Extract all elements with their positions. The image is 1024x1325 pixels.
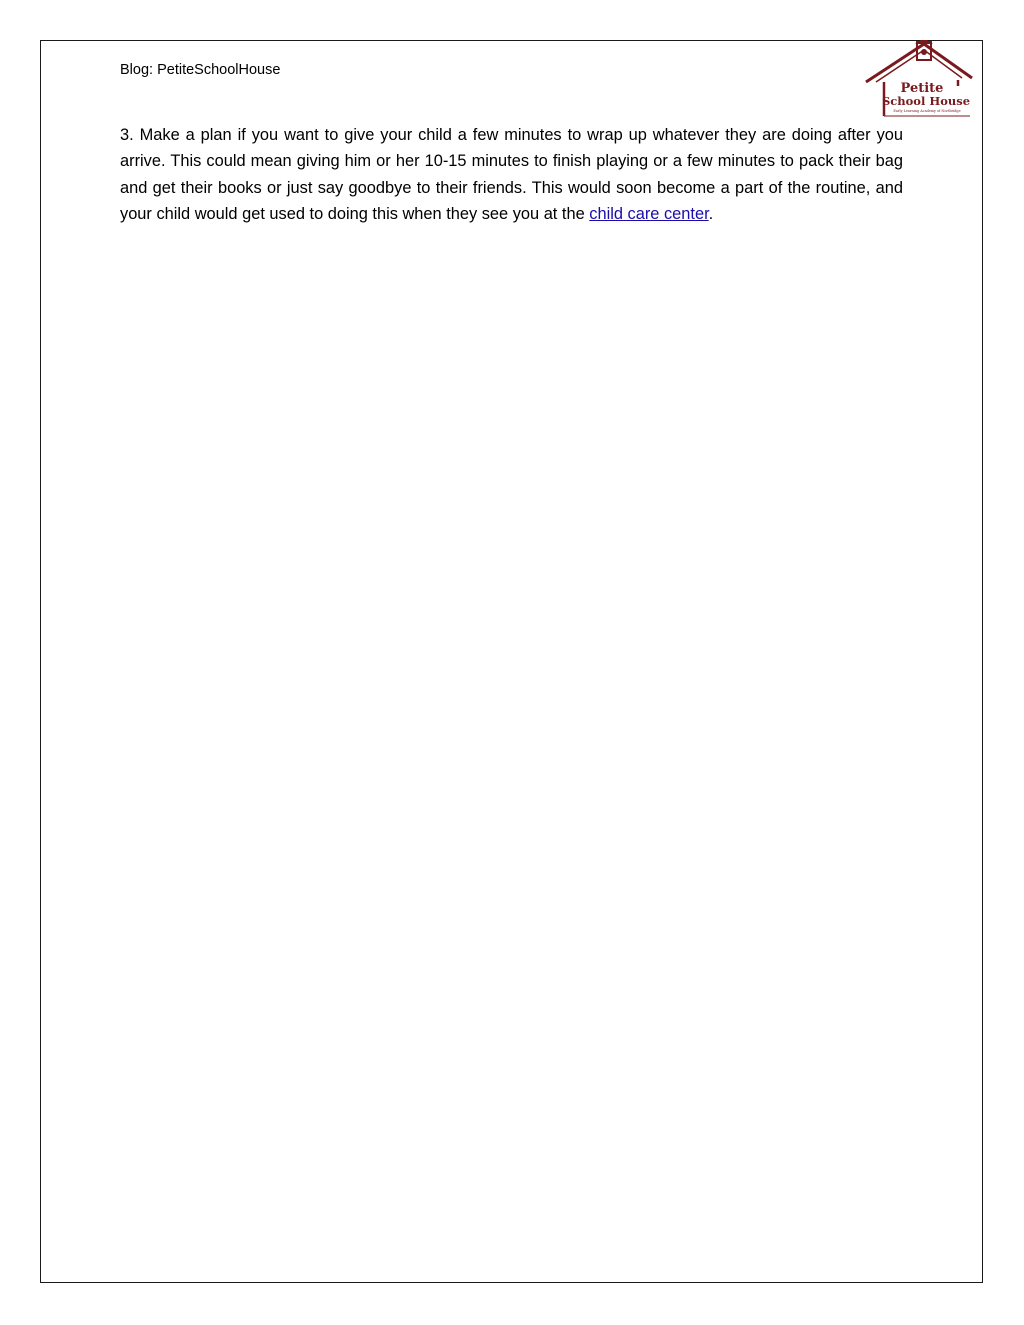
blog-header: Blog: PetiteSchoolHouse: [120, 62, 281, 78]
schoolhouse-icon: [862, 40, 974, 118]
paragraph-text: 3. Make a plan if you want to give your child a few minutes to wrap up whatever they are doing after you arrive. This could mean giving him or her 10-15 minutes to finish playing or a few minutes to pack their bag and get their books or just say goodbye to their friends. This would soon become a part of the routine, and your child would get used to doing this when they see you at the: [120, 126, 903, 224]
paragraph-trailing: .: [708, 205, 714, 224]
petite-school-house-logo: [862, 40, 974, 118]
logo-tagline: Early Learning Academy of Northridge: [893, 109, 961, 113]
article-paragraph: [120, 122, 903, 228]
logo-line2: School House: [881, 94, 971, 108]
logo-line1: Petite: [900, 81, 944, 96]
child-care-center-link[interactable]: child care center: [589, 205, 709, 224]
